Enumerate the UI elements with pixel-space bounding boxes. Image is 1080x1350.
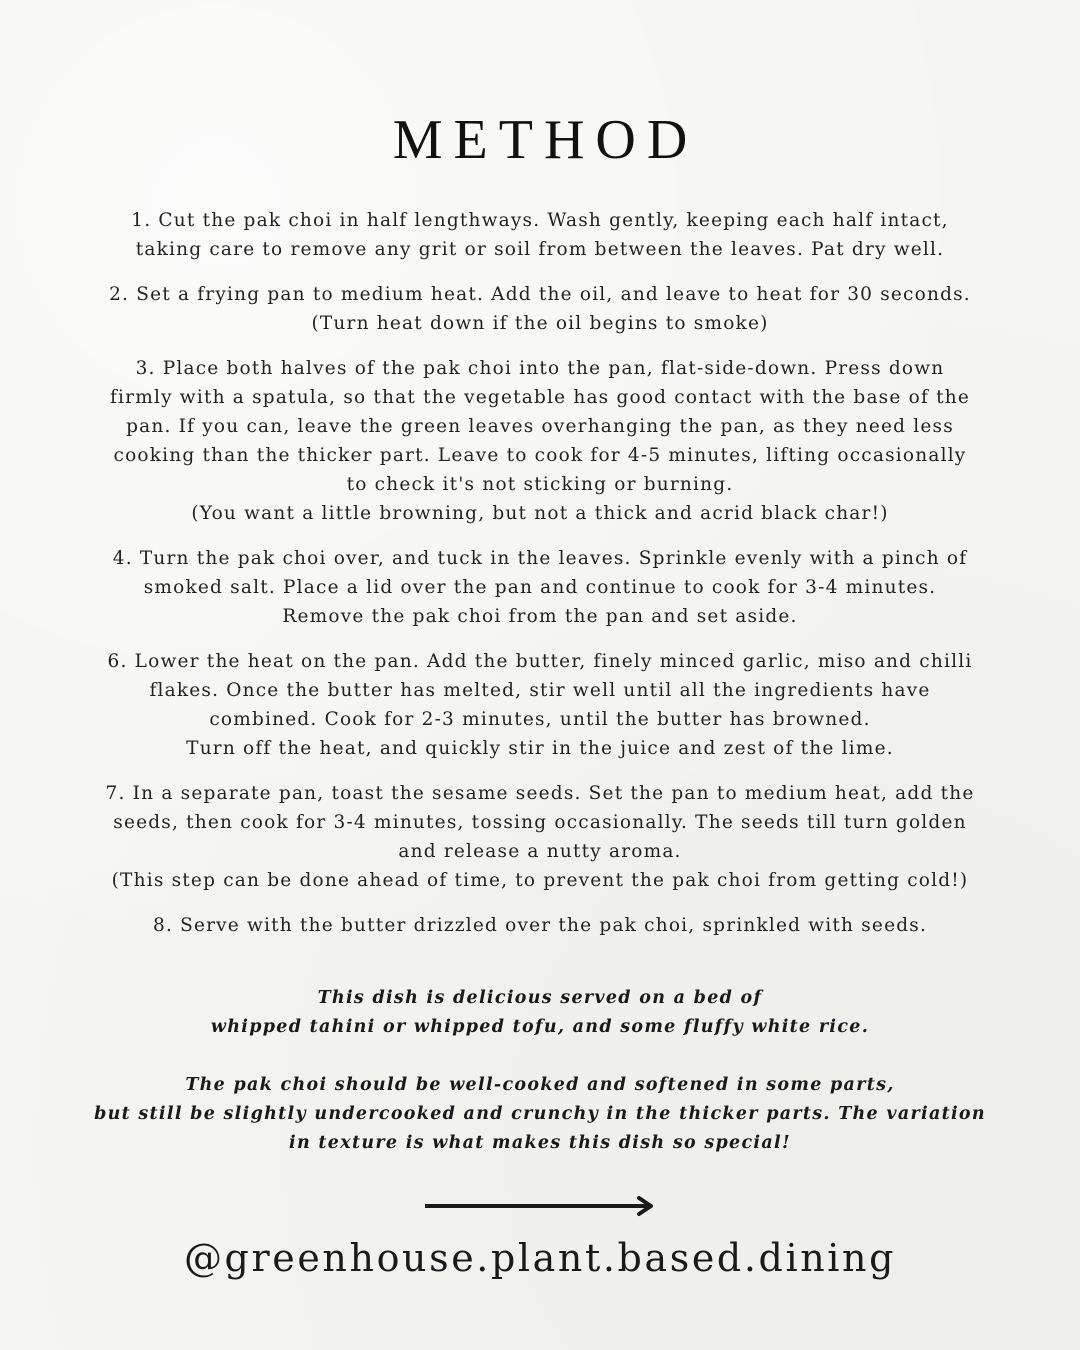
texture-note	[60, 1071, 1020, 1158]
step-line: 8. Serve with the butter drizzled over the pak choi, sprinkled with seeds.	[152, 915, 928, 936]
step-2	[90, 280, 990, 338]
step-line: 7. In a separate pan, toast the sesame seeds. Set the pan to medium heat, add the	[105, 783, 975, 804]
step-line: 6. Lower the heat on the pan. Add the butter, finely minced garlic, miso and chilli	[107, 651, 973, 672]
step-line: seeds, then cook for 3-4 minutes, tossing occasionally. The seeds till turn golden	[113, 812, 967, 833]
method-steps	[90, 206, 990, 956]
step-line: (Turn heat down if the oil begins to smoke)	[311, 313, 769, 334]
step-line: and release a nutty aroma.	[398, 841, 682, 862]
tip-line: The pak choi should be well-cooked and softened in some parts,	[185, 1075, 895, 1095]
step-line: combined. Cook for 2-3 minutes, until the butter has browned.	[209, 709, 871, 730]
step-line: smoked salt. Place a lid over the pan and continue to cook for 3-4 minutes.	[143, 577, 937, 598]
step-line: 2. Set a frying pan to medium heat. Add the oil, and leave to heat for 30 seconds.	[109, 284, 971, 305]
right-arrow-icon	[425, 1192, 657, 1220]
serving-tips	[60, 984, 1020, 1187]
step-line: 3. Place both halves of the pak choi into the pan, flat-side-down. Press down	[135, 358, 945, 379]
step-line: Turn off the heat, and quickly stir in the juice and zest of the lime.	[186, 738, 894, 759]
step-line: (This step can be done ahead of time, to prevent the pak choi from getting cold!)	[111, 870, 969, 891]
step-line: to check it's not sticking or burning.	[346, 474, 734, 495]
tip-line: in texture is what makes this dish so special!	[289, 1133, 791, 1153]
step-line: (You want a little browning, but not a thick and acrid black char!)	[191, 503, 889, 524]
step-line: firmly with a spatula, so that the vegetable has good contact with the base of the	[110, 387, 970, 408]
serving-suggestion	[60, 984, 1020, 1042]
tip-line: whipped tahini or whipped tofu, and some fluffy white rice.	[210, 1017, 870, 1037]
step-1	[90, 206, 990, 264]
step-3	[90, 354, 990, 528]
step-line: cooking than the thicker part. Leave to cook for 4-5 minutes, lifting occasionally	[113, 445, 967, 466]
step-line: Remove the pak choi from the pan and set aside.	[282, 606, 798, 627]
step-line: 4. Turn the pak choi over, and tuck in the leaves. Sprinkle evenly with a pinch of	[112, 548, 968, 569]
step-8	[90, 911, 990, 940]
tip-line: but still be slightly undercooked and crunchy in the thicker parts. The variation	[94, 1104, 986, 1124]
page-title: METHOD	[392, 109, 699, 171]
step-line: pan. If you can, leave the green leaves overhanging the pan, as they need less	[126, 416, 954, 437]
step-7	[90, 779, 990, 895]
step-line: flakes. Once the butter has melted, stir well until all the ingredients have	[149, 680, 931, 701]
step-6	[90, 647, 990, 763]
step-4	[90, 544, 990, 631]
social-handle: @greenhouse.plant.based.dining	[183, 1236, 897, 1280]
tip-line: This dish is delicious served on a bed of	[317, 988, 763, 1008]
step-line: 1. Cut the pak choi in half lengthways. Wash gently, keeping each half intact,	[131, 210, 949, 231]
step-line: taking care to remove any grit or soil from between the leaves. Pat dry well.	[135, 239, 945, 260]
